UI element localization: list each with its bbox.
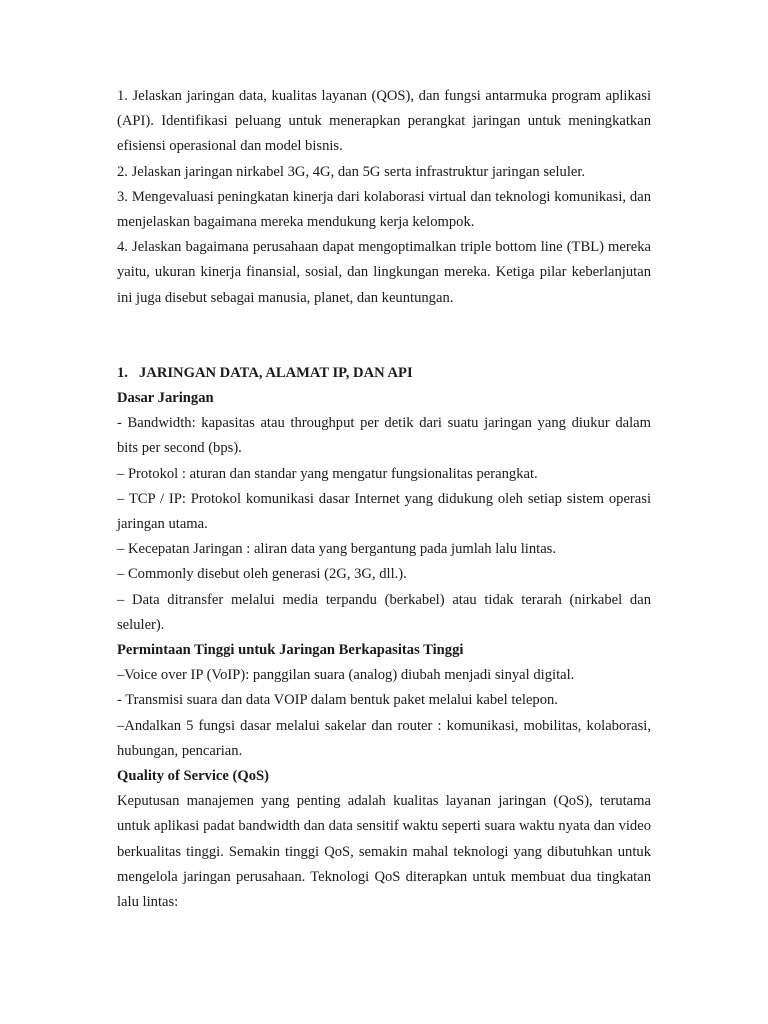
question-2: 2. Jelaskan jaringan nirkabel 3G, 4G, dan 5G serta infrastruktur jaringan seluler.	[117, 163, 586, 180]
section-title: JARINGAN DATA, ALAMAT IP, DAN API	[139, 364, 413, 381]
list-item: –Andalkan 5 fungsi dasar melalui sakelar dan router : komunikasi, mobilitas, kolaborasi, hubungan, pencarian.	[117, 717, 651, 759]
qos-paragraph: Keputusan manajemen yang penting adalah kualitas layanan jaringan (QoS), terutama untuk aplikasi padat bandwidth dan data sensitif waktu seperti suara waktu nyata dan video berkualitas tinggi. Semakin tinggi QoS, semakin mahal teknologi yang dibutuhkan untuk mengelola jaringan perusahaan. Teknologi QoS diterapkan untuk membuat dua tingkatan lalu lintas:	[117, 793, 651, 911]
subheading-permintaan-tinggi: Permintaan Tinggi untuk Jaringan Berkapasitas Tinggi	[117, 642, 464, 659]
subheading-dasar-jaringan: Dasar Jaringan	[117, 390, 214, 407]
document-page	[117, 84, 651, 915]
list-item: –Voice over IP (VoIP): panggilan suara (analog) diubah menjadi sinyal digital.	[117, 667, 575, 684]
list-item: - Bandwidth: kapasitas atau throughput per detik dari suatu jaringan yang diukur dalam bits per second (bps).	[117, 415, 651, 457]
list-item: – Kecepatan Jaringan : aliran data yang bergantung pada jumlah lalu lintas.	[117, 541, 557, 558]
list-item: - Transmisi suara dan data VOIP dalam bentuk paket melalui kabel telepon.	[117, 692, 558, 709]
list-item: – TCP / IP: Protokol komunikasi dasar Internet yang didukung oleh setiap sistem operasi jaringan utama.	[117, 490, 651, 533]
question-4: 4. Jelaskan bagaimana perusahaan dapat mengoptimalkan triple bottom line (TBL) mereka yaitu, ukuran kinerja finansial, sosial, dan lingkungan mereka. Ketiga pilar keberlanjutan ini juga disebut sebagai manusia, planet, dan keuntungan.	[117, 239, 651, 306]
list-item: – Commonly disebut oleh generasi (2G, 3G, dll.).	[117, 566, 407, 583]
list-item: – Protokol : aturan dan standar yang mengatur fungsionalitas perangkat.	[117, 465, 538, 482]
section-heading	[117, 361, 651, 386]
question-1: 1. Jelaskan jaringan data, kualitas layanan (QOS), dan fungsi antarmuka program aplikasi (API). Identifikasi peluang untuk menerapkan perangkat jaringan untuk meningkatkan efisiensi operasional dan model bisnis.	[117, 88, 651, 155]
question-3: 3. Mengevaluasi peningkatan kinerja dari kolaborasi virtual dan teknologi komunikasi, dan menjelaskan bagaimana mereka mendukung kerja kelompok.	[117, 188, 651, 231]
section-spacer	[117, 311, 651, 361]
list-item: – Data ditransfer melalui media terpandu (berkabel) atau tidak terarah (nirkabel dan seluler).	[117, 591, 651, 633]
section-number: 1.	[117, 364, 128, 381]
subheading-qos: Quality of Service (QoS)	[117, 768, 269, 785]
